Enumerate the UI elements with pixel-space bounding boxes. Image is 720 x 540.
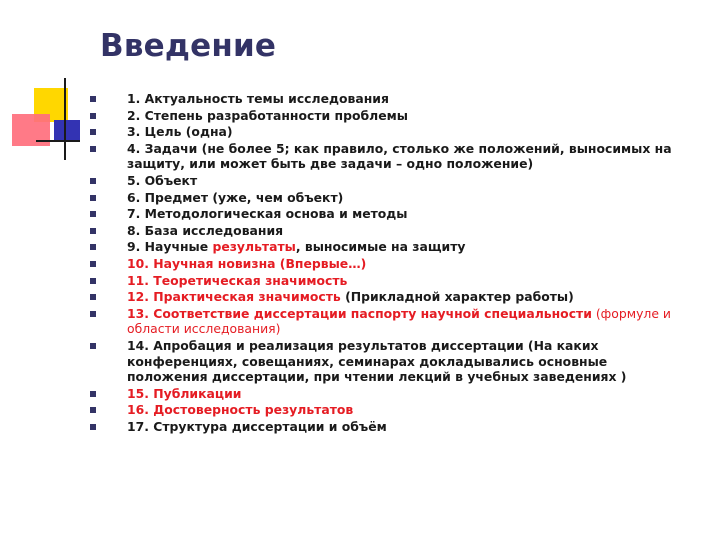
list-item-text: 11. Теоретическая значимость [127, 272, 348, 288]
list-item-text: 4. Задачи (не более 5; как правило, столько же положений, выносимых на защиту, или может быть две задачи – одно положение) [127, 140, 672, 172]
list-item-text: (Прикладной характер работы) [340, 289, 574, 305]
square-bullet-icon [90, 407, 96, 413]
list-item [90, 239, 690, 255]
list-item-text: 3. Цель (одна) [127, 124, 233, 140]
list-item-text: 13. Соответствие диссертации паспорту научной специальности [127, 305, 592, 321]
list-item-text: 17. Структура диссертации и объём [127, 418, 387, 434]
list-item-text: , выносимые на защиту [295, 239, 466, 255]
list-item [90, 91, 690, 107]
list-item [90, 256, 690, 272]
list-item-text: 10. Научная новизна (Впервые…) [127, 255, 367, 271]
list-item-text: 2. Степень разработанности проблемы [127, 107, 408, 123]
list-item [90, 419, 690, 435]
square-bullet-icon [90, 113, 96, 119]
list-item [90, 173, 690, 189]
list-item-text: 8. База исследования [127, 222, 284, 238]
list-item-text: 14. Апробация и реализация результатов диссертации (На каких конференциях, совещаниях, семинарах докладывались основные положения диссертации, при чтении лекций в учебных заведениях ) [127, 337, 627, 385]
square-bullet-icon [90, 343, 96, 349]
decor-blue-square [54, 120, 80, 142]
slide-title: Введение [100, 28, 277, 64]
list-item [90, 402, 690, 418]
square-bullet-icon [90, 244, 96, 250]
list-item-text: 6. Предмет (уже, чем объект) [127, 189, 344, 205]
square-bullet-icon [90, 228, 96, 234]
square-bullet-icon [90, 178, 96, 184]
decor-horizontal-line [36, 140, 80, 142]
square-bullet-icon [90, 278, 96, 284]
list-item [90, 141, 690, 172]
list-item-text: результаты [212, 239, 296, 255]
list-item [90, 289, 690, 305]
list-item [90, 206, 690, 222]
square-bullet-icon [90, 424, 96, 430]
square-bullet-icon [90, 96, 96, 102]
square-bullet-icon [90, 129, 96, 135]
bullet-list [90, 91, 690, 435]
square-bullet-icon [90, 391, 96, 397]
list-item-text: (формуле и области исследования) [127, 305, 671, 337]
list-item-text: 1. Актуальность темы исследования [127, 91, 389, 106]
square-bullet-icon [90, 195, 96, 201]
square-bullet-icon [90, 294, 96, 300]
square-bullet-icon [90, 261, 96, 267]
list-item-text: 7. Методологическая основа и методы [127, 206, 408, 222]
list-item-text: 16. Достоверность результатов [127, 402, 354, 418]
list-item [90, 273, 690, 289]
list-item [90, 223, 690, 239]
square-bullet-icon [90, 311, 96, 317]
list-item [90, 306, 690, 337]
list-item [90, 108, 690, 124]
list-item [90, 190, 690, 206]
list-item [90, 338, 690, 385]
list-item [90, 386, 690, 402]
list-item [90, 124, 690, 140]
list-item-text: 9. Научные [127, 239, 213, 255]
decor-vertical-line [64, 78, 66, 160]
square-bullet-icon [90, 211, 96, 217]
square-bullet-icon [90, 146, 96, 152]
list-item-text: 12. Практическая значимость [127, 289, 341, 305]
list-item-text: 15. Публикации [127, 385, 242, 401]
list-item-text: 5. Объект [127, 172, 198, 188]
